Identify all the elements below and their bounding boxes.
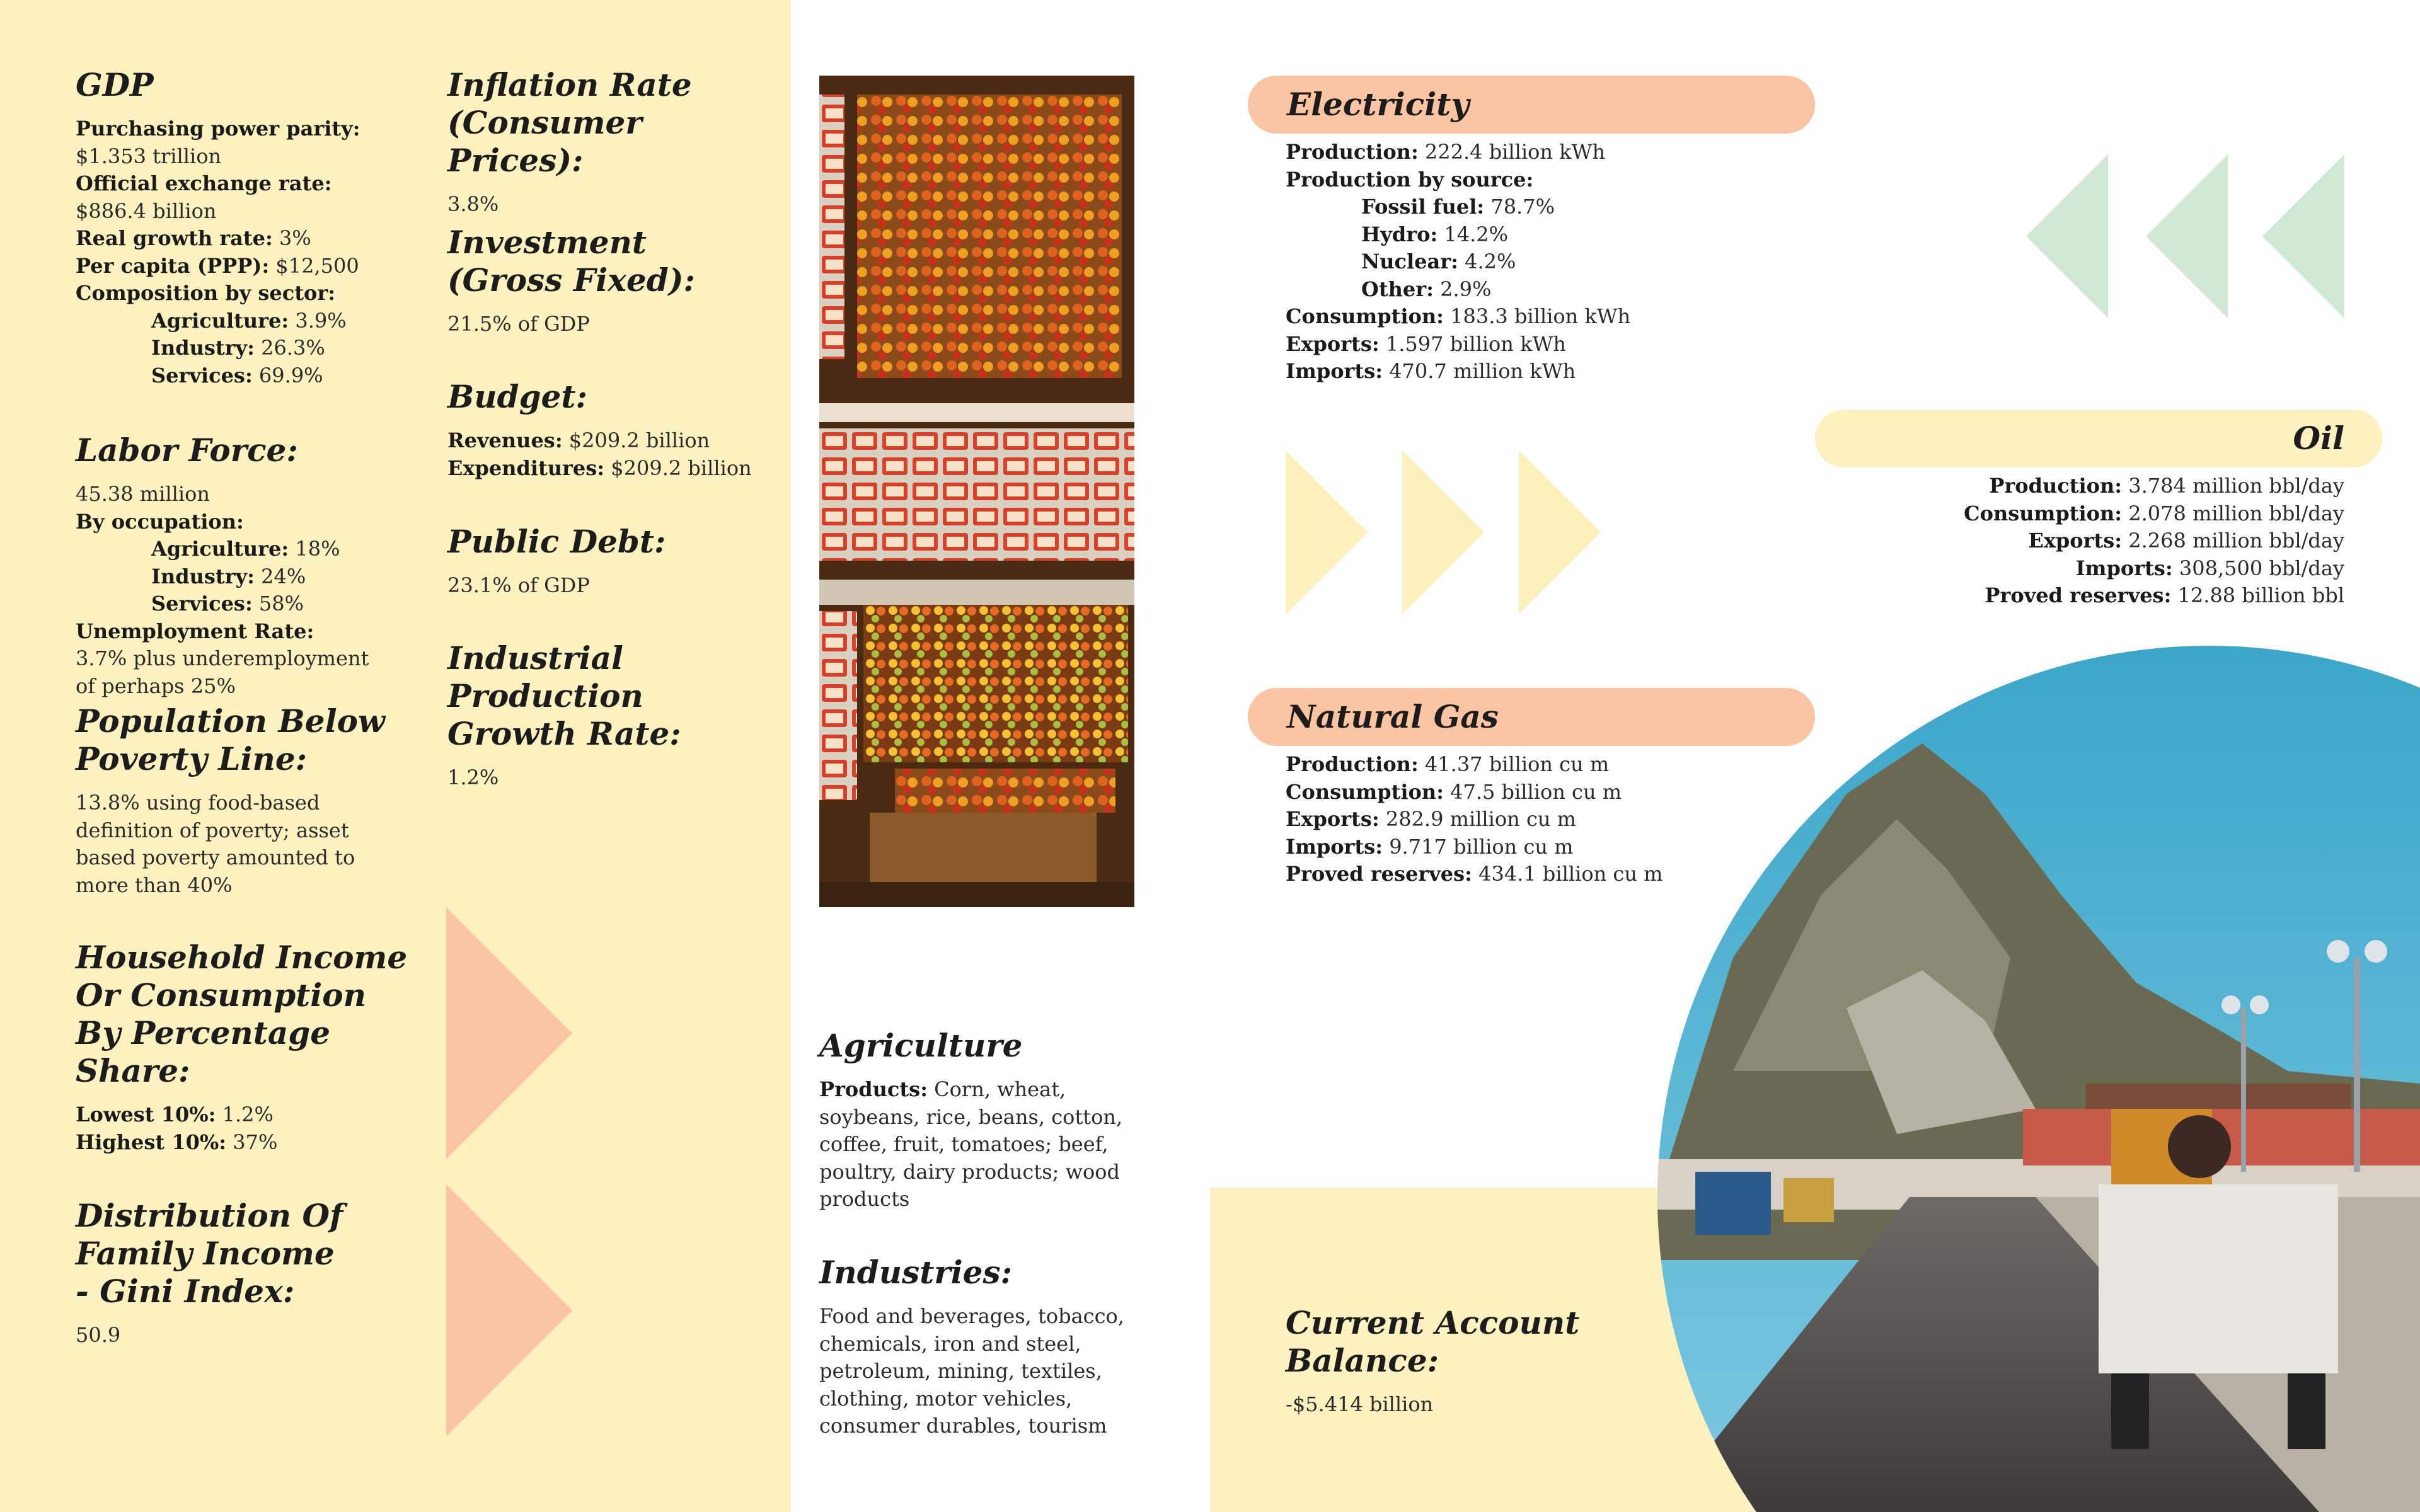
electricity-fossil-value: 78.7%	[1490, 195, 1555, 219]
gas-exports-value: 282.9 million cu m	[1385, 807, 1576, 831]
peach-triangle-decoration	[446, 907, 572, 1159]
mint-triangle	[2146, 154, 2228, 318]
poverty-section	[76, 702, 429, 899]
electricity-other-label: Other:	[1361, 277, 1434, 301]
agriculture-products-label: Products:	[819, 1077, 928, 1101]
unemployment-line-1: 3.7% plus underemployment	[76, 646, 369, 670]
natural-gas-header-pill	[1248, 688, 1815, 746]
industries-title: Industries:	[819, 1254, 1013, 1291]
industrial-growth-title	[447, 639, 788, 753]
electricity-exports-label: Exports:	[1286, 331, 1380, 356]
electricity-production-value: 222.4 billion kWh	[1424, 140, 1606, 164]
budget-section	[447, 378, 788, 482]
inflation-title	[447, 66, 788, 180]
poverty-text-line: based poverty amounted to	[76, 845, 355, 869]
inflation-value: 3.8%	[447, 192, 499, 216]
industries-text-line: chemicals, iron and steel,	[819, 1331, 1081, 1356]
yellow-triangles-decoration	[1286, 450, 1601, 614]
gdp-agriculture-label: Agriculture:	[151, 308, 289, 333]
industrial-title-line: Industrial	[447, 639, 624, 677]
electricity-consumption-label: Consumption:	[1286, 304, 1444, 328]
gdp-oer-label: Official exchange rate:	[76, 171, 332, 195]
natural-gas-title: Natural Gas	[1287, 698, 1499, 735]
industries-text-line: consumer durables, tourism	[819, 1414, 1107, 1438]
coastal-road-photo	[1657, 630, 2420, 1512]
gdp-oer-value: $886.4 billion	[76, 198, 217, 223]
oil-header-pill	[1815, 410, 2382, 467]
industries-text-line: petroleum, mining, textiles,	[819, 1359, 1102, 1383]
gdp-services-value: 69.9%	[258, 363, 323, 387]
labor-agriculture-label: Agriculture:	[151, 537, 289, 561]
natural-gas-details	[1286, 751, 1727, 888]
gini-section	[76, 1197, 429, 1349]
oil-details	[1878, 472, 2344, 610]
gdp-per-capita-label: Per capita (PPP):	[76, 253, 270, 278]
mint-triangle	[2262, 154, 2344, 318]
gas-reserves-label: Proved reserves:	[1286, 862, 1472, 886]
gdp-composition-label: Composition by sector:	[76, 281, 336, 305]
electricity-hydro-value: 14.2%	[1444, 222, 1509, 246]
poverty-text-line: more than 40%	[76, 873, 233, 897]
household-lowest-label: Lowest 10%:	[76, 1102, 216, 1126]
oil-production-value: 3.784 million bbl/day	[2128, 474, 2344, 498]
peach-triangle-decoration	[446, 1184, 572, 1436]
gas-imports-label: Imports:	[1286, 834, 1383, 859]
market-produce-photo	[819, 76, 1134, 907]
oil-consumption-value: 2.078 million bbl/day	[2128, 501, 2344, 525]
electricity-imports-value: 470.7 million kWh	[1389, 359, 1576, 383]
gdp-growth-value: 3%	[279, 226, 311, 250]
electricity-imports-label: Imports:	[1286, 359, 1383, 383]
oil-exports-value: 2.268 million bbl/day	[2128, 529, 2344, 553]
electricity-hydro-label: Hydro:	[1361, 222, 1438, 246]
poverty-title-line: Poverty Line:	[76, 740, 308, 777]
yellow-triangle	[1519, 450, 1601, 614]
gas-production-value: 41.37 billion cu m	[1424, 752, 1610, 776]
yellow-triangle	[1402, 450, 1484, 614]
industries-text-line: Food and beverages, tobacco,	[819, 1304, 1124, 1328]
investment-title-line: (Gross Fixed):	[447, 261, 695, 299]
public-debt-value: 23.1% of GDP	[447, 573, 590, 597]
household-title-line: Share:	[76, 1052, 190, 1089]
gdp-growth-label: Real growth rate:	[76, 226, 273, 250]
gas-consumption-label: Consumption:	[1286, 779, 1444, 804]
agriculture-products-text: Corn, wheat,	[928, 1077, 1066, 1101]
labor-services-value: 58%	[258, 592, 304, 616]
market-photo-illustration	[819, 76, 1134, 907]
gdp-section	[76, 66, 403, 389]
oil-imports-value: 308,500 bbl/day	[2179, 556, 2344, 580]
current-account-title-line: Current Account	[1286, 1304, 1580, 1341]
gdp-title: GDP	[76, 66, 154, 103]
household-income-section	[76, 939, 429, 1156]
investment-value: 21.5% of GDP	[447, 312, 590, 336]
gas-consumption-value: 47.5 billion cu m	[1450, 779, 1622, 804]
budget-expenditures-value: $209.2 billion	[611, 455, 752, 480]
poverty-text-line: 13.8% using food-based	[76, 791, 320, 815]
agriculture-products-text: coffee, fruit, tomatoes; beef,	[819, 1132, 1109, 1156]
poverty-title	[76, 702, 429, 778]
gas-exports-label: Exports:	[1286, 807, 1380, 831]
agriculture-products-text: poultry, dairy products; wood	[819, 1159, 1120, 1184]
gdp-industry-label: Industry:	[151, 336, 255, 360]
oil-title: Oil	[2293, 420, 2344, 457]
industrial-growth-value: 1.2%	[447, 765, 499, 789]
public-debt-section	[447, 523, 788, 600]
labor-agriculture-value: 18%	[295, 537, 340, 561]
electricity-title: Electricity	[1287, 86, 1470, 123]
industries-section	[819, 1254, 1185, 1440]
electricity-details	[1286, 139, 1727, 386]
poverty-text-line: definition of poverty; asset	[76, 818, 349, 842]
industrial-title-line: Production	[447, 677, 643, 714]
gini-value: 50.9	[76, 1323, 121, 1347]
gas-production-label: Production:	[1286, 752, 1419, 776]
oil-reserves-label: Proved reserves:	[1985, 583, 2172, 607]
labor-industry-value: 24%	[261, 564, 306, 588]
gdp-services-label: Services:	[151, 363, 253, 387]
gdp-ppp-value: $1.353 trillion	[76, 144, 222, 168]
current-account-title	[1286, 1304, 1639, 1380]
budget-revenues-label: Revenues:	[447, 428, 563, 452]
household-highest-label: Highest 10%:	[76, 1130, 227, 1154]
yellow-triangle	[1286, 450, 1368, 614]
unemployment-label: Unemployment Rate:	[76, 619, 314, 643]
budget-expenditures-label: Expenditures:	[447, 455, 605, 480]
investment-title	[447, 224, 788, 299]
electricity-production-label: Production:	[1286, 140, 1419, 164]
current-account-title-line: Balance:	[1286, 1342, 1439, 1379]
household-lowest-value: 1.2%	[222, 1102, 274, 1126]
oil-production-label: Production:	[1989, 474, 2123, 498]
industrial-growth-section	[447, 639, 788, 792]
agriculture-title: Agriculture	[819, 1027, 1023, 1064]
household-title-line: Household Income	[76, 939, 408, 976]
electricity-nuclear-label: Nuclear:	[1361, 249, 1458, 273]
gini-title-line: Distribution Of	[76, 1197, 343, 1234]
electricity-header-pill	[1248, 76, 1815, 134]
gini-title-line: Family Income	[76, 1235, 335, 1272]
gdp-agriculture-value: 3.9%	[295, 308, 347, 333]
inflation-title-line: Inflation Rate	[447, 66, 692, 103]
electricity-by-source-label: Production by source:	[1286, 167, 1534, 192]
agriculture-products-text: products	[819, 1187, 910, 1211]
household-title-line: By Percentage	[76, 1014, 331, 1051]
budget-title: Budget:	[447, 378, 587, 415]
household-highest-value: 37%	[233, 1130, 278, 1154]
labor-occupation-label: By occupation:	[76, 509, 244, 534]
electricity-consumption-value: 183.3 billion kWh	[1450, 304, 1631, 328]
poverty-title-line: Population Below	[76, 702, 385, 740]
electricity-other-value: 2.9%	[1440, 277, 1492, 301]
labor-industry-label: Industry:	[151, 564, 255, 588]
budget-revenues-value: $209.2 billion	[568, 428, 710, 452]
investment-section	[447, 224, 788, 338]
household-income-title	[76, 939, 429, 1090]
labor-services-label: Services:	[151, 592, 253, 616]
industrial-title-line: Growth Rate:	[447, 715, 681, 752]
labor-force-title: Labor Force:	[76, 432, 298, 469]
current-account-value: -$5.414 billion	[1286, 1392, 1434, 1416]
mint-triangle	[2026, 154, 2108, 318]
oil-consumption-label: Consumption:	[1964, 501, 2123, 525]
investment-title-line: Investment	[447, 224, 647, 261]
labor-force-section	[76, 432, 429, 700]
unemployment-line-2: of perhaps 25%	[76, 673, 236, 698]
oil-reserves-value: 12.88 billion bbl	[2177, 583, 2344, 607]
inflation-section	[447, 66, 788, 219]
current-account-section	[1286, 1304, 1639, 1419]
agriculture-products-text: soybeans, rice, beans, cotton,	[819, 1104, 1123, 1129]
mint-triangles-decoration	[2026, 154, 2348, 318]
electricity-fossil-label: Fossil fuel:	[1361, 195, 1485, 219]
gdp-per-capita-value: $12,500	[275, 253, 359, 278]
gini-title-line: - Gini Index:	[76, 1273, 295, 1310]
gini-title	[76, 1197, 429, 1310]
gas-reserves-value: 434.1 billion cu m	[1478, 862, 1663, 886]
gdp-ppp-label: Purchasing power parity:	[76, 117, 360, 140]
gas-imports-value: 9.717 billion cu m	[1389, 834, 1574, 859]
industries-text-line: clothing, motor vehicles,	[819, 1386, 1073, 1411]
oil-imports-label: Imports:	[2075, 556, 2173, 580]
electricity-exports-value: 1.597 billion kWh	[1385, 331, 1566, 356]
electricity-nuclear-value: 4.2%	[1465, 249, 1516, 273]
inflation-title-line: (Consumer Prices):	[447, 104, 642, 179]
agriculture-section	[819, 1027, 1185, 1213]
labor-force-total: 45.38 million	[76, 482, 210, 506]
public-debt-title: Public Debt:	[447, 523, 666, 560]
household-title-line: Or Consumption	[76, 976, 366, 1014]
oil-exports-label: Exports:	[2028, 529, 2123, 553]
gdp-industry-value: 26.3%	[261, 336, 325, 360]
